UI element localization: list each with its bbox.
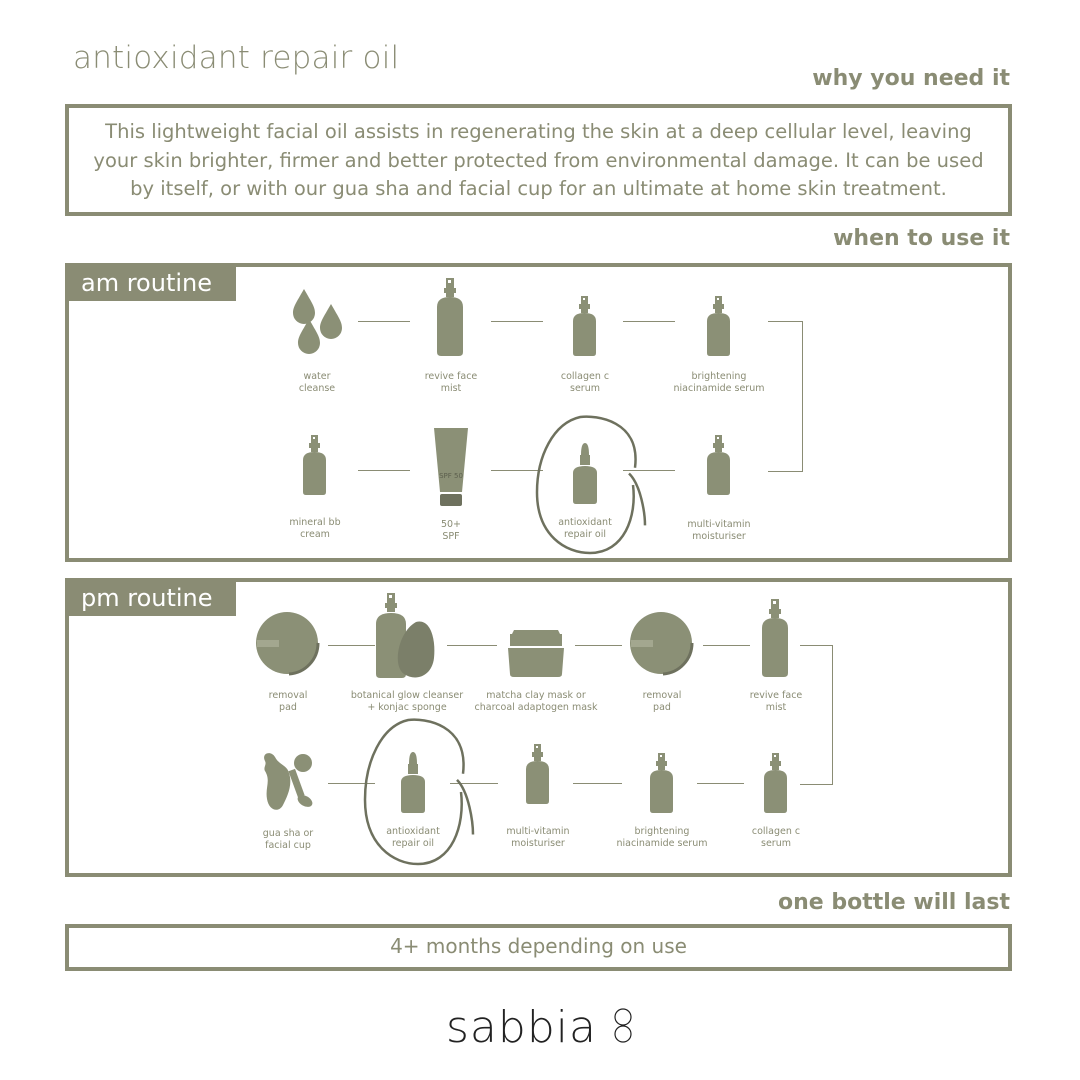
step-connector <box>491 321 543 322</box>
removal-pad-icon <box>629 611 695 677</box>
why-box <box>65 104 1012 216</box>
step-connector <box>328 645 375 646</box>
step-label: matcha clay mask or charcoal adaptogen mask <box>474 690 598 713</box>
step-label: removal pad <box>642 690 682 713</box>
water-drops-icon <box>287 287 347 357</box>
step-label: multi-vitamin moisturiser <box>506 826 570 849</box>
step-connector <box>703 645 750 646</box>
step-label: revive face mist <box>424 371 478 394</box>
brand-logo-mark <box>612 1008 634 1044</box>
step-label: water cleanse <box>298 371 336 394</box>
step-connector <box>575 645 622 646</box>
step-label: collagen c serum <box>751 826 801 849</box>
step-label: antioxidant repair oil <box>386 826 440 849</box>
step-label: brightening niacinamide serum <box>616 826 708 849</box>
step-label: removal pad <box>268 690 308 713</box>
step-connector <box>358 470 410 471</box>
step-label: revive face mist <box>749 690 803 713</box>
last-value: 4+ months depending on use <box>390 934 687 958</box>
why-body: This lightweight facial oil assists in regenerating the skin at a deep cellular level, leaving your skin brighter, firmer and better protected from environmental damage. It can be used by itself, or with our gua sha and facial cup for an ultimate at home skin treatment. <box>93 120 984 200</box>
pump-bottle-icon <box>761 752 791 814</box>
last-heading: one bottle will last <box>778 890 1010 915</box>
product-title: antioxidant repair oil <box>73 40 400 76</box>
step-connector <box>447 645 497 646</box>
removal-pad-icon <box>255 611 321 677</box>
when-heading: when to use it <box>833 226 1010 251</box>
highlight-oval <box>357 716 479 868</box>
step-connector <box>623 321 675 322</box>
step-connector <box>573 783 622 784</box>
step-label: 50+ SPF <box>440 519 462 542</box>
pump-bottle-icon <box>570 295 600 357</box>
pump-bottle-icon <box>704 295 734 357</box>
cleanser-sponge-icon <box>372 592 442 680</box>
am-routine-tag: am routine <box>69 267 236 301</box>
step-label: multi-vitamin moisturiser <box>687 519 751 542</box>
mask-jar-icon <box>506 628 566 678</box>
step-connector <box>358 321 410 322</box>
step-connector <box>697 783 744 784</box>
highlight-oval <box>529 413 651 557</box>
step-label: antioxidant repair oil <box>558 517 612 540</box>
spray-bottle-icon <box>756 598 796 678</box>
why-heading: why you need it <box>812 66 1010 91</box>
last-box <box>65 924 1012 971</box>
pump-bottle-icon <box>300 425 330 505</box>
sunscreen-tube-icon <box>431 426 471 508</box>
pump-bottle-icon <box>647 752 677 814</box>
gua-sha-cup-icon <box>257 751 319 815</box>
brand-logo: sabbia <box>446 1002 597 1053</box>
step-label: gua sha or facial cup <box>262 828 314 851</box>
pump-bottle-icon <box>704 425 734 505</box>
step-label: brightening niacinamide serum <box>673 371 765 394</box>
pm-routine-tag: pm routine <box>69 582 236 616</box>
step-label: botanical glow cleanser + konjac sponge <box>350 690 464 713</box>
spray-bottle-icon <box>431 277 471 357</box>
spf-tube-text: SPF 50 <box>439 472 463 480</box>
row-connector <box>768 321 803 472</box>
row-connector <box>800 645 833 785</box>
pump-bottle-icon <box>523 734 553 814</box>
step-label: mineral bb cream <box>289 517 341 540</box>
step-label: collagen c serum <box>560 371 610 394</box>
